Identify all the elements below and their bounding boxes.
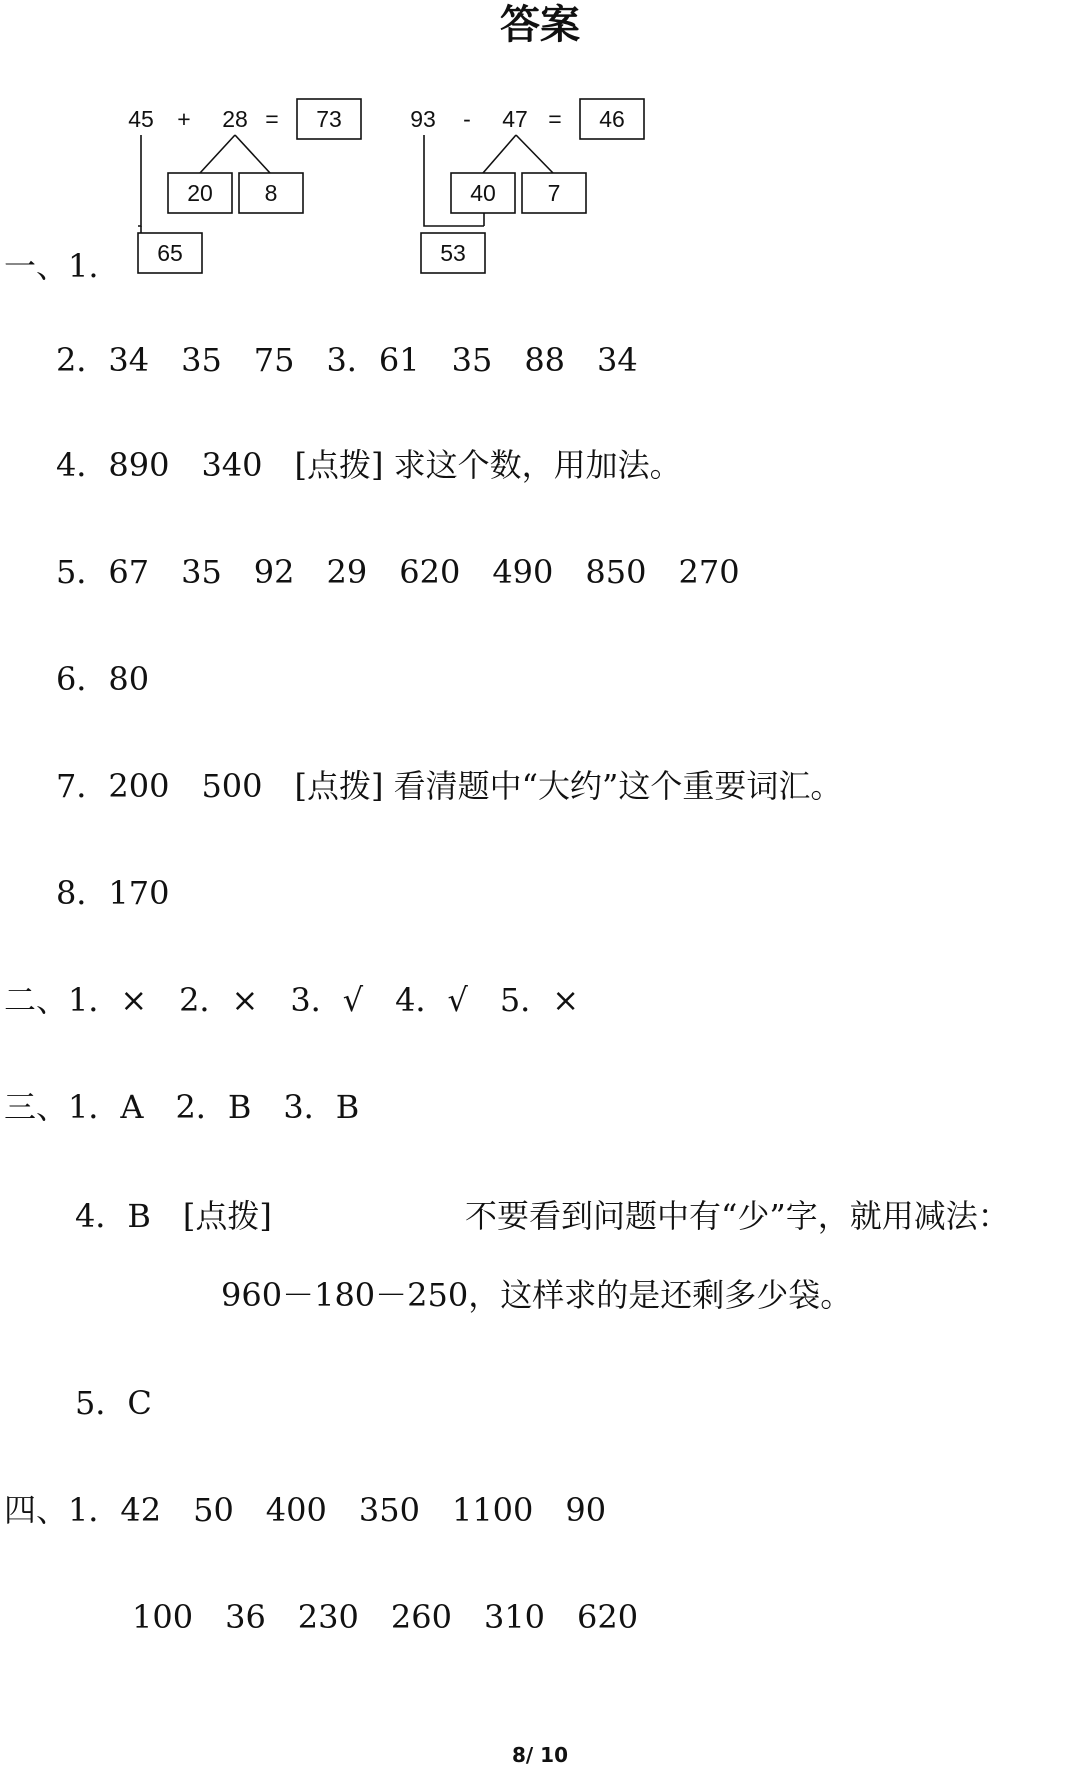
answer-1-8: 8．170 bbox=[56, 874, 170, 912]
answer-1-6: 6．80 bbox=[56, 660, 150, 698]
add-split-1: 20 bbox=[187, 180, 213, 206]
add-equals: = bbox=[265, 106, 279, 132]
add-operator: + bbox=[177, 106, 191, 132]
sub-partial: 53 bbox=[440, 240, 466, 266]
answer-1-7: 7．200 500 [点拨] 看清题中“大约”这个重要词汇。 bbox=[56, 767, 843, 805]
add-operand-a: 45 bbox=[128, 106, 154, 132]
subtraction-text bbox=[410, 106, 625, 266]
sub-split-1: 40 bbox=[470, 180, 496, 206]
add-partial: 65 bbox=[157, 240, 183, 266]
page-number: 8/ 10 bbox=[511, 1743, 568, 1767]
sub-operand-a: 93 bbox=[410, 106, 436, 132]
add-split-2: 8 bbox=[264, 180, 278, 206]
addition-text bbox=[128, 106, 342, 266]
answer-3-4-text-1: 不要看到问题中有“少”字，就用减法： bbox=[465, 1197, 1010, 1235]
add-result: 73 bbox=[316, 106, 342, 132]
answer-1-5: 5．67 35 92 29 620 490 850 270 bbox=[56, 553, 740, 591]
calculation-diagrams bbox=[0, 0, 1080, 300]
section-3-answers: 三、1．A 2．B 3．B bbox=[4, 1088, 360, 1126]
sub-result: 46 bbox=[599, 106, 625, 132]
section-1-label: 一、1. bbox=[4, 247, 99, 285]
answer-3-4-text-2: 960－180－250，这样求的是还剩多少袋。 bbox=[221, 1276, 853, 1314]
answer-1-2: 2．34 35 75 3．61 35 88 34 bbox=[56, 341, 638, 379]
sub-operand-b: 47 bbox=[502, 106, 528, 132]
answer-3-5: 5．C bbox=[75, 1384, 152, 1422]
sub-operator: - bbox=[463, 106, 471, 132]
section-2-answers: 二、1．× 2．× 3．√ 4．√ 5．× bbox=[4, 981, 580, 1019]
page-title: 答案 bbox=[500, 2, 580, 48]
section-4-answers-line-2: 100 36 230 260 310 620 bbox=[132, 1598, 639, 1636]
sub-equals: = bbox=[548, 106, 562, 132]
sub-split-2: 7 bbox=[547, 180, 561, 206]
answer-3-4-head: 4．B [点拨] bbox=[75, 1197, 272, 1235]
section-4-answers-line-1: 四、1．42 50 400 350 1100 90 bbox=[4, 1491, 607, 1529]
add-operand-b: 28 bbox=[222, 106, 248, 132]
answer-1-4: 4．890 340 [点拨] 求这个数，用加法。 bbox=[56, 446, 682, 484]
